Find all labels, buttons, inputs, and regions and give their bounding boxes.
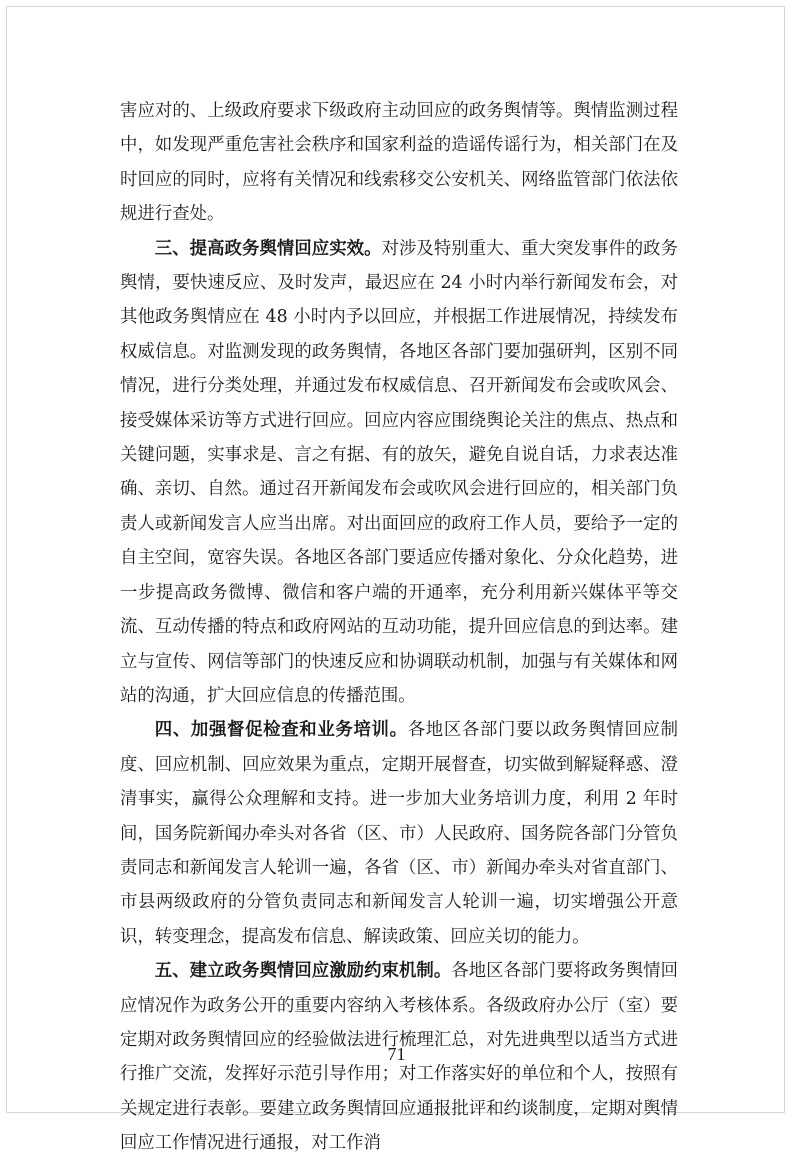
page-number: 71 (387, 1044, 406, 1064)
section-5-heading: 五、建立政务舆情回应激励约束机制。 (154, 961, 452, 982)
paragraph-text: 害应对的、上级政府要求下级政府主动回应的政务舆情等。舆情监测过程中，如发现严重危害社会秩序和国家利益的造谣传谣行为，相关部门在及时回应的同时，应将有关情况和线索移交公安机关、网络监管部门依法依规进行查处。 (120, 101, 678, 225)
section-3-paragraph (120, 232, 678, 714)
section-5-text: 各地区各部门要将政务舆情回应情况作为政务公开的重要内容纳入考核体系。各级政府办公厅（室）要定期对政务舆情回应的经验做法进行梳理汇总，对先进典型以适当方式进行推广交流，发挥好示范引导作用；对工作落实好的单位和个人，按照有关规定进行表彰。要建立政务舆情回应通报批评和约谈制度，定期对舆情回应工作情况进行通报，对工作消 (120, 961, 678, 1154)
section-4-paragraph (120, 713, 678, 954)
paragraph-continuation (120, 94, 678, 232)
section-3-heading: 三、提高政务舆情回应实效。 (154, 238, 382, 259)
section-4-heading: 四、加强督促检查和业务培训。 (154, 720, 408, 741)
section-3-text: 对涉及特别重大、重大突发事件的政务舆情，要快速反应、及时发声，最迟应在 24 小时内举行新闻发布会，对其他政务舆情应在 48 小时内予以回应，并根据工作进展情况，持续发布权威信息。对监测发现的政务舆情，各地区各部门要加强研判，区别不同情况，进行分类处理，并通过发布权威信息、召开新闻发布会或吹风会、接受媒体采访等方式进行回应。回应内容应围绕舆论关注的焦点、热点和关键问题，实事求是、言之有据、有的放矢，避免自说自话，力求表达准确、亲切、自然。通过召开新闻发布会或吹风会进行回应的，相关部门负责人或新闻发言人应当出席。对出面回应的政府工作人员，要给予一定的自主空间，宽容失误。各地区各部门要适应传播对象化、分众化趋势，进一步提高政务微博、微信和客户端的开通率，充分利用新兴媒体平等交流、互动传播的特点和政府网站的互动功能，提升回应信息的到达率。建立与宣传、网信等部门的快速反应和协调联动机制，加强与有关媒体和网站的沟通，扩大回应信息的传播范围。 (120, 238, 678, 706)
document-body (120, 94, 678, 1161)
section-4-text: 各地区各部门要以政务舆情回应制度、回应机制、回应效果为重点，定期开展督查，切实做到解疑释惑、澄清事实，赢得公众理解和支持。进一步加大业务培训力度，利用 2 年时间，国务院新闻办牵头对各省（区、市）人民政府、国务院各部门分管负责同志和新闻发言人轮训一遍，各省（区、市）新闻办牵头对省直部门、市县两级政府的分管负责同志和新闻发言人轮训一遍，切实增强公开意识，转变理念，提高发布信息、解读政策、回应关切的能力。 (120, 720, 678, 947)
